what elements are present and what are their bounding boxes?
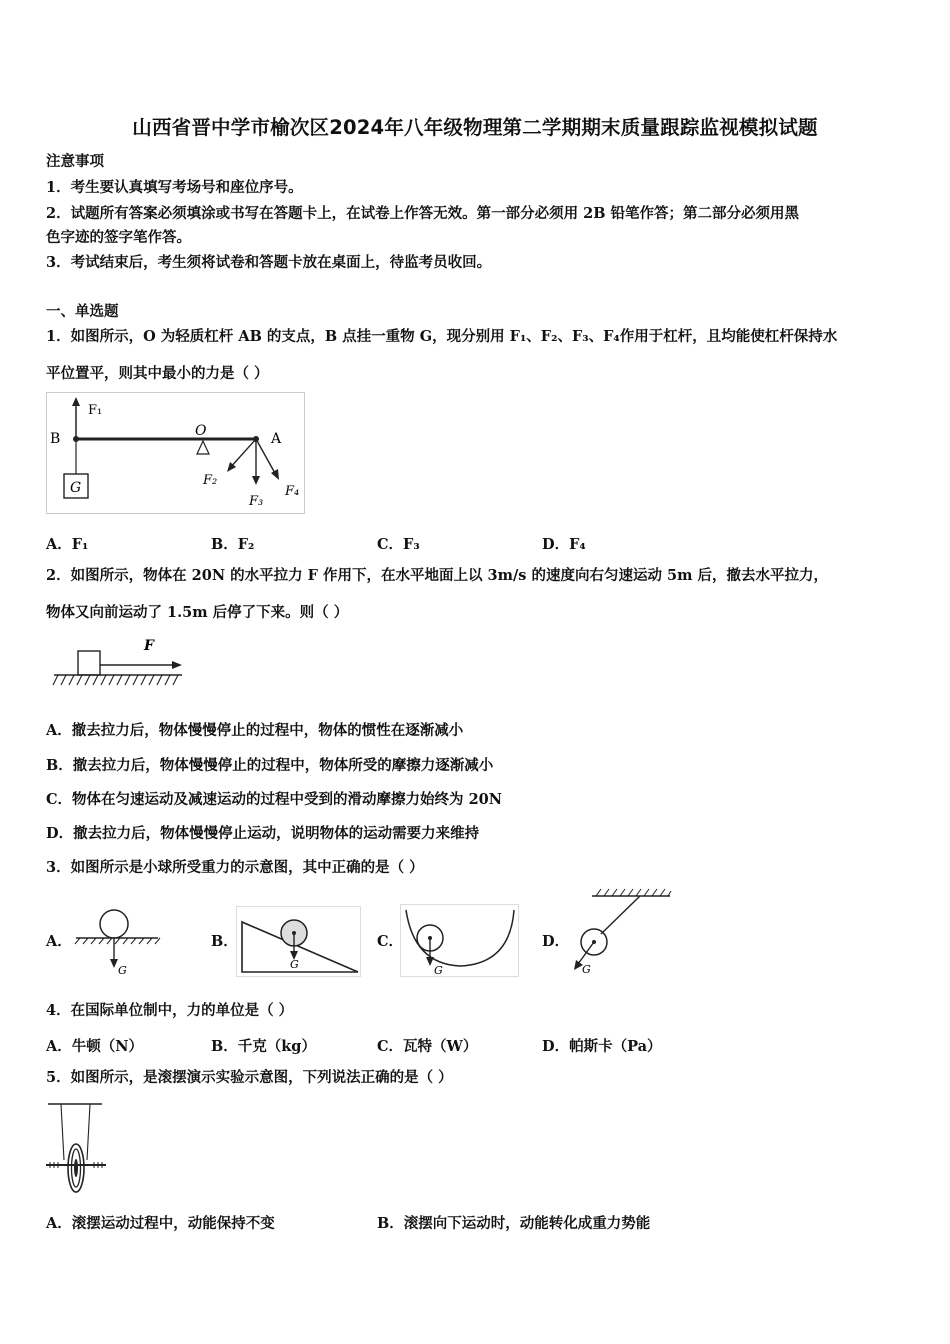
notice-item: 色字迹的签字笔作答。: [46, 229, 191, 246]
label-g: G: [582, 963, 591, 976]
ball-on-ground-figure: [72, 906, 164, 978]
q3-option-d[interactable]: D．: [542, 933, 570, 950]
q1-stem-cont: 平位置平，则其中最小的力是（ ）: [46, 365, 269, 382]
q4-option-b[interactable]: B．千克（kg）: [211, 1038, 316, 1055]
q5-option-b[interactable]: B．滚摆向下运动时，动能转化成重力势能: [377, 1215, 651, 1232]
label-f2: F₂: [203, 473, 218, 488]
q3-stem: 3．如图所示是小球所受重力的示意图，其中正确的是（ ）: [46, 859, 424, 876]
block-figure: [48, 633, 188, 697]
hanging-ball-figure: [568, 886, 672, 980]
ball-in-bowl-figure: [400, 904, 520, 978]
q1-option-a[interactable]: A．F₁: [46, 536, 89, 553]
q1-stem: 1．如图所示，O 为轻质杠杆 AB 的支点，B 点挂一重物 G，现分别用 F₁、F₂、F₃、F₄作用于杠杆，且均能使杠杆保持水: [46, 328, 838, 345]
q2-option-b[interactable]: B．撤去拉力后，物体慢慢停止的过程中，物体所受的摩擦力逐渐减小: [46, 757, 494, 774]
ball-on-slope-figure: [236, 906, 362, 978]
label-f1: F₁: [88, 403, 103, 418]
label-o: O: [195, 423, 207, 439]
q3-option-a[interactable]: A．: [46, 933, 72, 950]
notice-heading: 注意事项: [46, 153, 104, 170]
label-b: B: [50, 431, 61, 447]
q2-option-c[interactable]: C．物体在匀速运动及减速运动的过程中受到的滑动摩擦力始终为 20N: [46, 791, 503, 808]
label-f: F: [144, 638, 154, 654]
notice-item: 1．考生要认真填写考场号和座位序号。: [46, 179, 303, 196]
q3-option-b[interactable]: B．: [211, 933, 238, 950]
q1-option-d[interactable]: D．F₄: [542, 536, 586, 553]
q1-option-c[interactable]: C．F₃: [377, 536, 420, 553]
label-f3: F₃: [249, 494, 264, 509]
q4-stem: 4．在国际单位制中，力的单位是（ ）: [46, 1002, 294, 1019]
label-g: G: [70, 480, 82, 496]
q4-option-a[interactable]: A．牛顿（N）: [46, 1038, 144, 1055]
q2-stem: 2．如图所示，物体在 20N 的水平拉力 F 作用下，在水平地面上以 3m/s 的速度向右匀速运动 5m 后，撤去水平拉力，: [46, 567, 829, 584]
q4-option-c[interactable]: C．瓦特（W）: [377, 1038, 478, 1055]
q2-option-a[interactable]: A．撤去拉力后，物体慢慢停止的过程中，物体的惯性在逐渐减小: [46, 722, 464, 739]
page-title: 山西省晋中学市榆次区2024年八年级物理第二学期期末质量跟踪监视模拟试题: [132, 116, 818, 139]
q2-option-d[interactable]: D．撤去拉力后，物体慢慢停止运动，说明物体的运动需要力来维持: [46, 825, 480, 842]
label-g: G: [434, 964, 443, 977]
lever-figure: [46, 392, 306, 516]
label-f4: F₄: [285, 484, 300, 499]
q5-stem: 5．如图所示，是滚摆演示实验示意图，下列说法正确的是（ ）: [46, 1069, 453, 1086]
q4-option-d[interactable]: D．帕斯卡（Pa）: [542, 1038, 662, 1055]
label-g: G: [290, 958, 299, 971]
q1-option-b[interactable]: B．F₂: [211, 536, 255, 553]
notice-item: 2．试题所有答案必须填涂或书写在答题卡上，在试卷上作答无效。第一部分必须用 2B 铅笔作答；第二部分必须用黑: [46, 205, 800, 222]
maxwell-pendulum-figure: [44, 1100, 110, 1196]
label-a: A: [271, 431, 282, 447]
notice-item: 3．考试结束后，考生须将试卷和答题卡放在桌面上，待监考员收回。: [46, 254, 492, 271]
q3-option-c[interactable]: C．: [377, 933, 404, 950]
section-heading: 一、单选题: [46, 303, 119, 320]
q2-stem-cont: 物体又向前运动了 1.5m 后停了下来。则（ ）: [46, 604, 349, 621]
label-g: G: [118, 964, 127, 977]
q5-option-a[interactable]: A．滚摆运动过程中，动能保持不变: [46, 1215, 275, 1232]
